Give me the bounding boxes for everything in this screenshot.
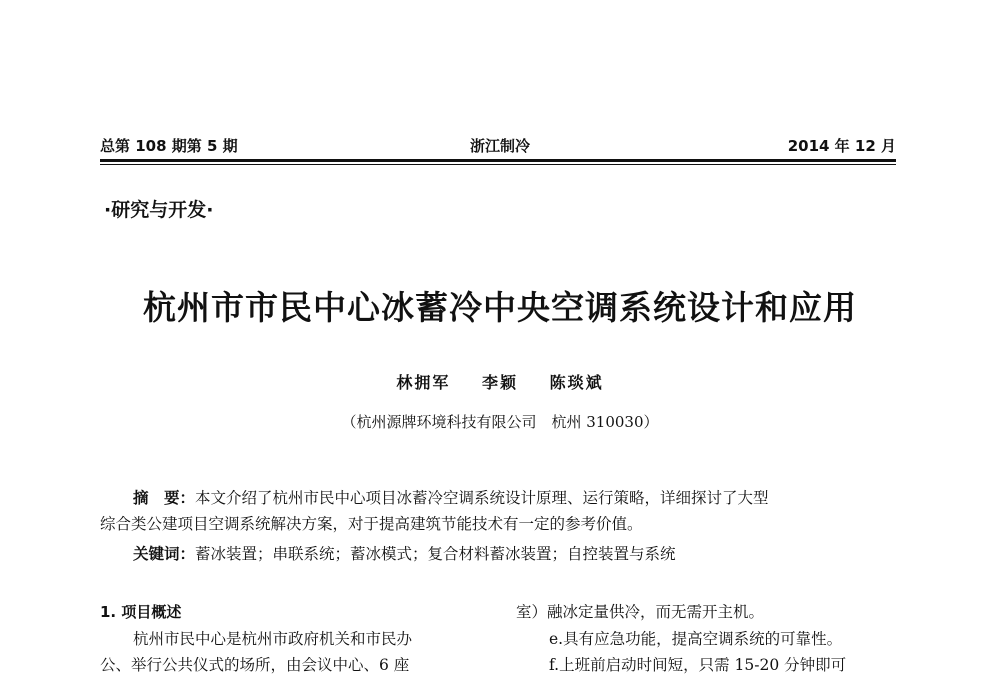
keywords-text: 蓄冰装置；串联系统；蓄冰模式；复合材料蓄冰装置；自控装置与系统 xyxy=(195,545,676,563)
keywords-label: 关键词： xyxy=(133,545,196,563)
section-tag: ·研究与开发· xyxy=(104,199,214,221)
header-date: 2014 年 12 月 xyxy=(787,137,896,155)
header-rule-thin xyxy=(100,164,896,165)
header-rule-thick xyxy=(100,159,896,162)
author-list xyxy=(0,372,1000,394)
left-column-line-1: 杭州市民中心是杭州市政府机关和市民办 xyxy=(133,630,413,648)
header-journal: 浙江制冷 xyxy=(469,137,530,155)
abstract-label: 摘 要： xyxy=(133,489,196,507)
keywords-line xyxy=(133,543,676,566)
author-2: 李颖 xyxy=(481,373,518,392)
abstract-line-1 xyxy=(133,487,769,510)
header-issue: 总第 108 期第 5 期 xyxy=(100,137,238,155)
right-column-line-3: f.上班前启动时间短，只需 15-20 分钟即可 xyxy=(549,656,847,674)
author-1: 林拥军 xyxy=(396,373,451,392)
right-column-line-2: e.具有应急功能，提高空调系统的可靠性。 xyxy=(549,630,843,648)
affiliation: （杭州源牌环境科技有限公司 杭州 310030） xyxy=(341,413,659,431)
section-1-heading-text: 1. 项目概述 xyxy=(100,603,182,621)
author-3: 陈琰斌 xyxy=(549,373,604,392)
paper-title: 杭州市市民中心冰蓄冷中央空调系统设计和应用 xyxy=(143,288,857,327)
left-column-line-2: 公、举行公共仪式的场所，由会议中心、6 座 xyxy=(100,656,410,674)
abstract-text-1: 本文介绍了杭州市民中心项目冰蓄冷空调系统设计原理、运行策略，详细探讨了大型 xyxy=(195,489,769,507)
right-column-line-1: 室）融冰定量供冷，而无需开主机。 xyxy=(516,603,765,621)
abstract-line-2: 综合类公建项目空调系统解决方案，对于提高建筑节能技术有一定的参考价值。 xyxy=(100,515,643,533)
section-1-heading xyxy=(100,600,181,624)
